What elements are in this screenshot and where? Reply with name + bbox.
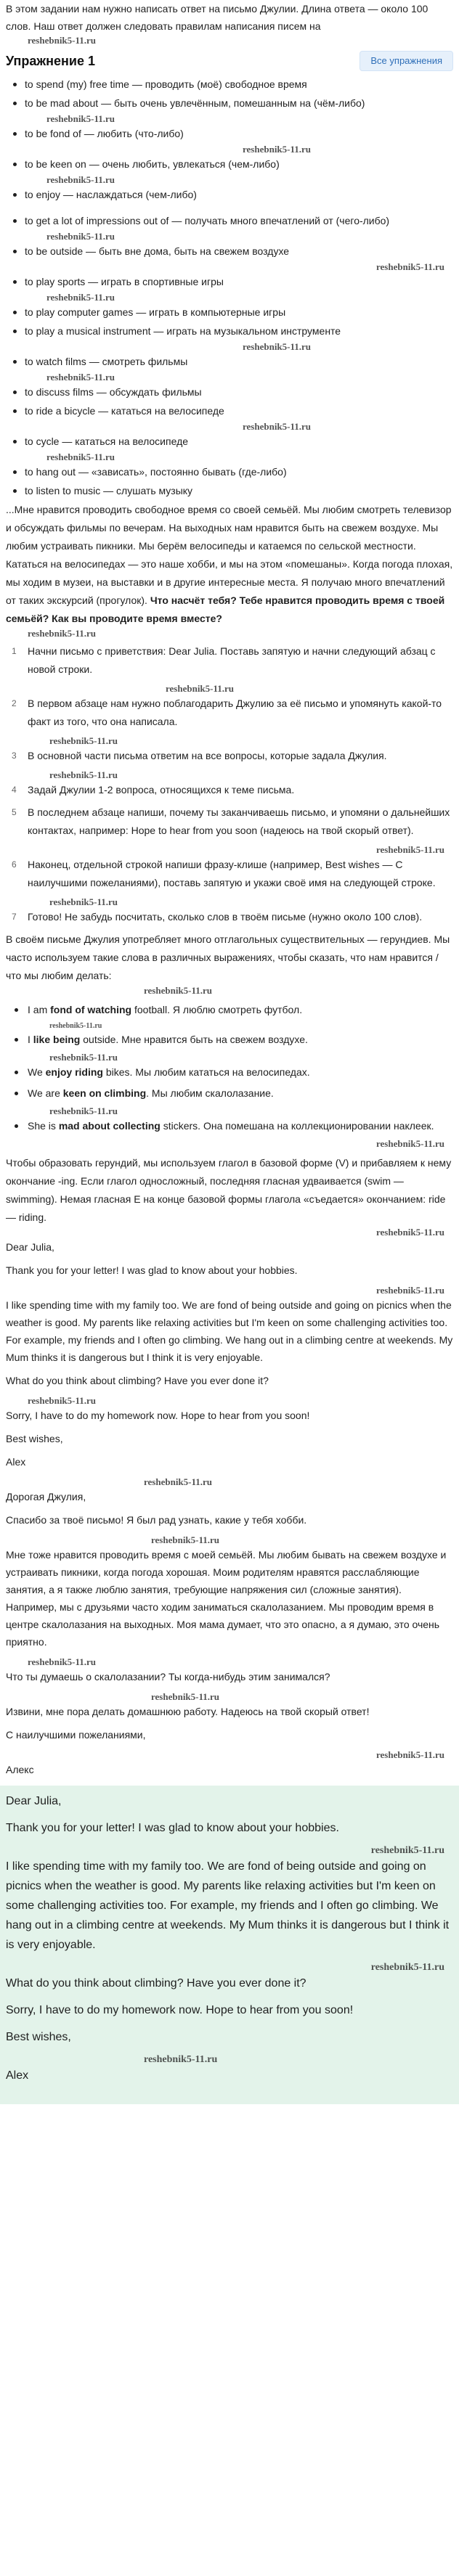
list-item: to be fond of — любить (что-либо) xyxy=(25,125,453,142)
vocabulary-list xyxy=(6,75,453,499)
watermark: reshebnik5-11.ru xyxy=(46,174,115,185)
letter-line: Мне тоже нравится проводить время с моей семьёй. Мы любим бывать на свежем воздухе и устраивать пикники, когда погода хорошая. Моим родителям нравятся расслабляющие занятия, а я также люблю занятия, требующие напряжения сил (сложные занятия). Например, мы с друзьями часто ходим заниматься скалолазанием. Мы проводим время в центре скалолазания на выходных. Моя мама думает, что это опасно, а я думаю, это очень приятно. xyxy=(6,1549,447,1648)
list-item: to hang out — «зависать», постоянно бывать (где-либо) xyxy=(25,463,453,481)
list-item: I like being outside. Мне нравится быть на свежем воздухе. xyxy=(28,1031,453,1049)
list-item: 4 Задай Джулии 1-2 вопроса, относящихся к теме письма. xyxy=(12,784,295,796)
watermark: reshebnik5-11.ru xyxy=(28,35,97,46)
letter-line: I like spending time with my family too. We are fond of being outside and going on picnics when the weather is good. My parents like relaxing activities but I'm keen on some challenging activities too. For example, my friends and I often go climbing. We hang out in a climbing centre at weekends. My Mum thinks it is dangerous but I think it is very enjoyable. xyxy=(6,1299,453,1363)
watermark: reshebnik5-11.ru xyxy=(370,1962,444,1973)
watermark: reshebnik5-11.ru xyxy=(49,1022,102,1030)
watermark: reshebnik5-11.ru xyxy=(151,1534,220,1545)
list-item: She is mad about collecting stickers. Она помешана на коллекционировании наклеек. xyxy=(28,1117,453,1135)
watermark: reshebnik5-11.ru xyxy=(49,1105,118,1116)
gerund-examples xyxy=(6,1001,453,1135)
list-item: 3 В основной части письма ответим на все вопросы, которые задала Джулия. xyxy=(12,750,387,761)
letter-line: Dear Julia, xyxy=(6,1795,62,1807)
list-item: to listen to music — слушать музыку xyxy=(25,482,453,499)
watermark: reshebnik5-11.ru xyxy=(49,769,118,780)
watermark: reshebnik5-11.ru xyxy=(28,628,97,639)
watermark: reshebnik5-11.ru xyxy=(243,341,312,352)
watermark: reshebnik5-11.ru xyxy=(375,1138,444,1149)
watermark: reshebnik5-11.ru xyxy=(144,2054,218,2065)
list-item: 5 В последнем абзаце напиши, почему ты заканчиваешь письмо, и упомяни о дальнейших контактах, например: Hope to hear from you soon (надеюсь на твой скорый ответ). xyxy=(12,806,450,836)
intro-text: В этом задании нам нужно написать ответ на письмо Джулии. Длина ответа — около 100 слов. Наш ответ должен следовать правилам написания писем на xyxy=(6,3,428,32)
watermark: reshebnik5-11.ru xyxy=(375,1285,444,1296)
list-item: 2 В первом абзаце нам нужно поблагодарить Джулию за её письмо и упомянуть какой-то факт из того, что она написала. xyxy=(12,698,442,727)
letter-line: I like spending time with my family too. We are fond of being outside and going on picnics when the weather is good. My parents like relaxing activities but I'm keen on some challenging activities too. For example, my friends and I often go climbing. We hang out in a climbing centre at weekends. My Mum thinks it is dangerous but I think it is very enjoyable. xyxy=(6,1860,450,1951)
letter-line: Dear Julia, xyxy=(6,1241,54,1253)
watermark: reshebnik5-11.ru xyxy=(28,1395,97,1406)
letter-line: Дорогая Джулия, xyxy=(6,1491,86,1502)
letter-line: Alex xyxy=(6,2069,29,2082)
letter-line: Что ты думаешь о скалолазании? Ты когда-нибудь этим занимался? xyxy=(6,1671,330,1682)
letter-line: Best wishes, xyxy=(6,2031,71,2043)
list-item: We are keen on climbing. Мы любим скалолазание. xyxy=(28,1084,453,1103)
list-item: 6 Наконец, отдельной строкой напиши фразу-клише (например, Best wishes — С наилучшими пожеланиями), поставь запятую и укажи своё имя на следующей строке. xyxy=(12,859,436,888)
letter-line: Alex xyxy=(6,1456,26,1468)
letter-english xyxy=(6,1238,453,1488)
letter-line: Извини, мне пора делать домашнюю работу. Надеюсь на твой скорый ответ! xyxy=(6,1706,370,1717)
watermark: reshebnik5-11.ru xyxy=(46,451,115,462)
list-item: to ride a bicycle — кататься на велосипеде xyxy=(25,402,453,420)
list-item: to play sports — играть в спортивные игры xyxy=(25,273,453,290)
watermark: reshebnik5-11.ru xyxy=(166,683,235,694)
watermark: reshebnik5-11.ru xyxy=(46,372,115,383)
watermark: reshebnik5-11.ru xyxy=(243,144,312,155)
watermark: reshebnik5-11.ru xyxy=(49,735,118,746)
watermark: reshebnik5-11.ru xyxy=(375,1749,444,1760)
instruction-steps xyxy=(6,642,453,926)
letter-line: Thank you for your letter! I was glad to know about your hobbies. xyxy=(6,1264,298,1276)
list-item: I am fond of watching football. Я люблю смотреть футбол. xyxy=(28,1001,453,1019)
letter-line: Sorry, I have to do my homework now. Hope to hear from you soon! xyxy=(6,2004,354,2016)
watermark: reshebnik5-11.ru xyxy=(28,1656,97,1667)
list-item: We enjoy riding bikes. Мы любим кататься на велосипедах. xyxy=(28,1063,453,1081)
sample-text: ...Мне нравится проводить свободное время со своей семьёй. Мы любим смотреть телевизор и обсуждать фильмы по вечерам. На выходных нам нравится быть на свежем воздухе. Мы любим устраивать пикники. Мы берём велосипеды и катаемся по сельской местности. Кататься на велосипедах — это наше хобби, и мы на этом «помешаны». Когда погода плохая, мы ходим в музеи, на выставки и в другие интересные места. Я получаю много впечатлений от таких экскурсий (прогулок). Что насчёт тебя? Тебе нравится проводить время с твоей семьёй? Как вы проводите время вместе? xyxy=(6,504,453,624)
letter-line: Best wishes, xyxy=(6,1433,63,1444)
letter-line: Thank you for your letter! I was glad to know about your hobbies. xyxy=(6,1822,339,1834)
watermark: reshebnik5-11.ru xyxy=(151,1691,220,1702)
letter-line: С наилучшими пожеланиями, xyxy=(6,1729,146,1741)
letter-line: What do you think about climbing? Have you ever done it? xyxy=(6,1375,269,1386)
exercise-header xyxy=(6,51,453,71)
list-item: to be outside — быть вне дома, быть на свежем воздухе xyxy=(25,242,453,260)
list-item: to enjoy — наслаждаться (чем-либо) xyxy=(25,186,453,203)
watermark: reshebnik5-11.ru xyxy=(370,1845,444,1856)
list-item: to play computer games — играть в компьютерные игры xyxy=(25,303,453,321)
all-exercises-button[interactable]: Все упражнения xyxy=(360,51,453,71)
letter-russian xyxy=(6,1488,453,1778)
watermark: reshebnik5-11.ru xyxy=(144,985,213,996)
gerund-intro: В своём письме Джулия употребляет много отглагольных существительных — герундиев. Мы часто используем такие слова в различных выражениях, чтобы сказать, что нам нравится / что мы любим делать: xyxy=(6,933,450,981)
watermark: reshebnik5-11.ru xyxy=(375,844,444,855)
letter-line: Sorry, I have to do my homework now. Hope to hear from you soon! xyxy=(6,1410,310,1421)
final-letter-box xyxy=(0,1786,459,2104)
list-item: to cycle — кататься на велосипеде xyxy=(25,433,453,450)
list-item: 1 Начни письмо с приветствия: Dear Julia. Поставь запятую и начни следующий абзац с новой строки. xyxy=(12,645,436,675)
watermark: reshebnik5-11.ru xyxy=(375,1227,444,1238)
letter-line: What do you think about climbing? Have you ever done it? xyxy=(6,1977,306,1990)
list-item: to be mad about — быть очень увлечённым, помешанным на (чём-либо) xyxy=(25,94,453,112)
watermark: reshebnik5-11.ru xyxy=(46,113,115,124)
list-item: to be keen on — очень любить, увлекаться (чем-либо) xyxy=(25,155,453,173)
list-item: to get a lot of impressions out of — получать много впечатлений от (чего-либо) xyxy=(25,212,453,229)
watermark: reshebnik5-11.ru xyxy=(144,1476,213,1487)
list-item: to watch films — смотреть фильмы xyxy=(25,353,453,370)
watermark: reshebnik5-11.ru xyxy=(49,1052,118,1063)
gerund-rule: Чтобы образовать герундий, мы используем глагол в базовой форме (V) и прибавляем к нему окончание -ing. Если глагол односложный, последняя гласная удваивается (swim — swimming). Немая гласная E на конце базовой формы глагола «съедается» окончанием: ride — riding. xyxy=(6,1157,452,1223)
list-item: to discuss films — обсуждать фильмы xyxy=(25,383,453,401)
exercise-title: Упражнение 1 xyxy=(6,54,95,68)
letter-line: Алекс xyxy=(6,1764,34,1775)
watermark: reshebnik5-11.ru xyxy=(49,896,118,907)
list-item: 7 Готово! Не забудь посчитать, сколько слов в твоём письме (нужно около 100 слов). xyxy=(12,911,423,923)
list-item: to spend (my) free time — проводить (моё) свободное время xyxy=(25,75,453,93)
letter-line: Спасибо за твоё письмо! Я был рад узнать, какие у тебя хобби. xyxy=(6,1514,307,1526)
list-item: to play a musical instrument — играть на музыкальном инструменте xyxy=(25,322,453,340)
watermark: reshebnik5-11.ru xyxy=(46,292,115,303)
watermark: reshebnik5-11.ru xyxy=(243,421,312,432)
watermark: reshebnik5-11.ru xyxy=(46,231,115,242)
watermark: reshebnik5-11.ru xyxy=(375,261,444,272)
